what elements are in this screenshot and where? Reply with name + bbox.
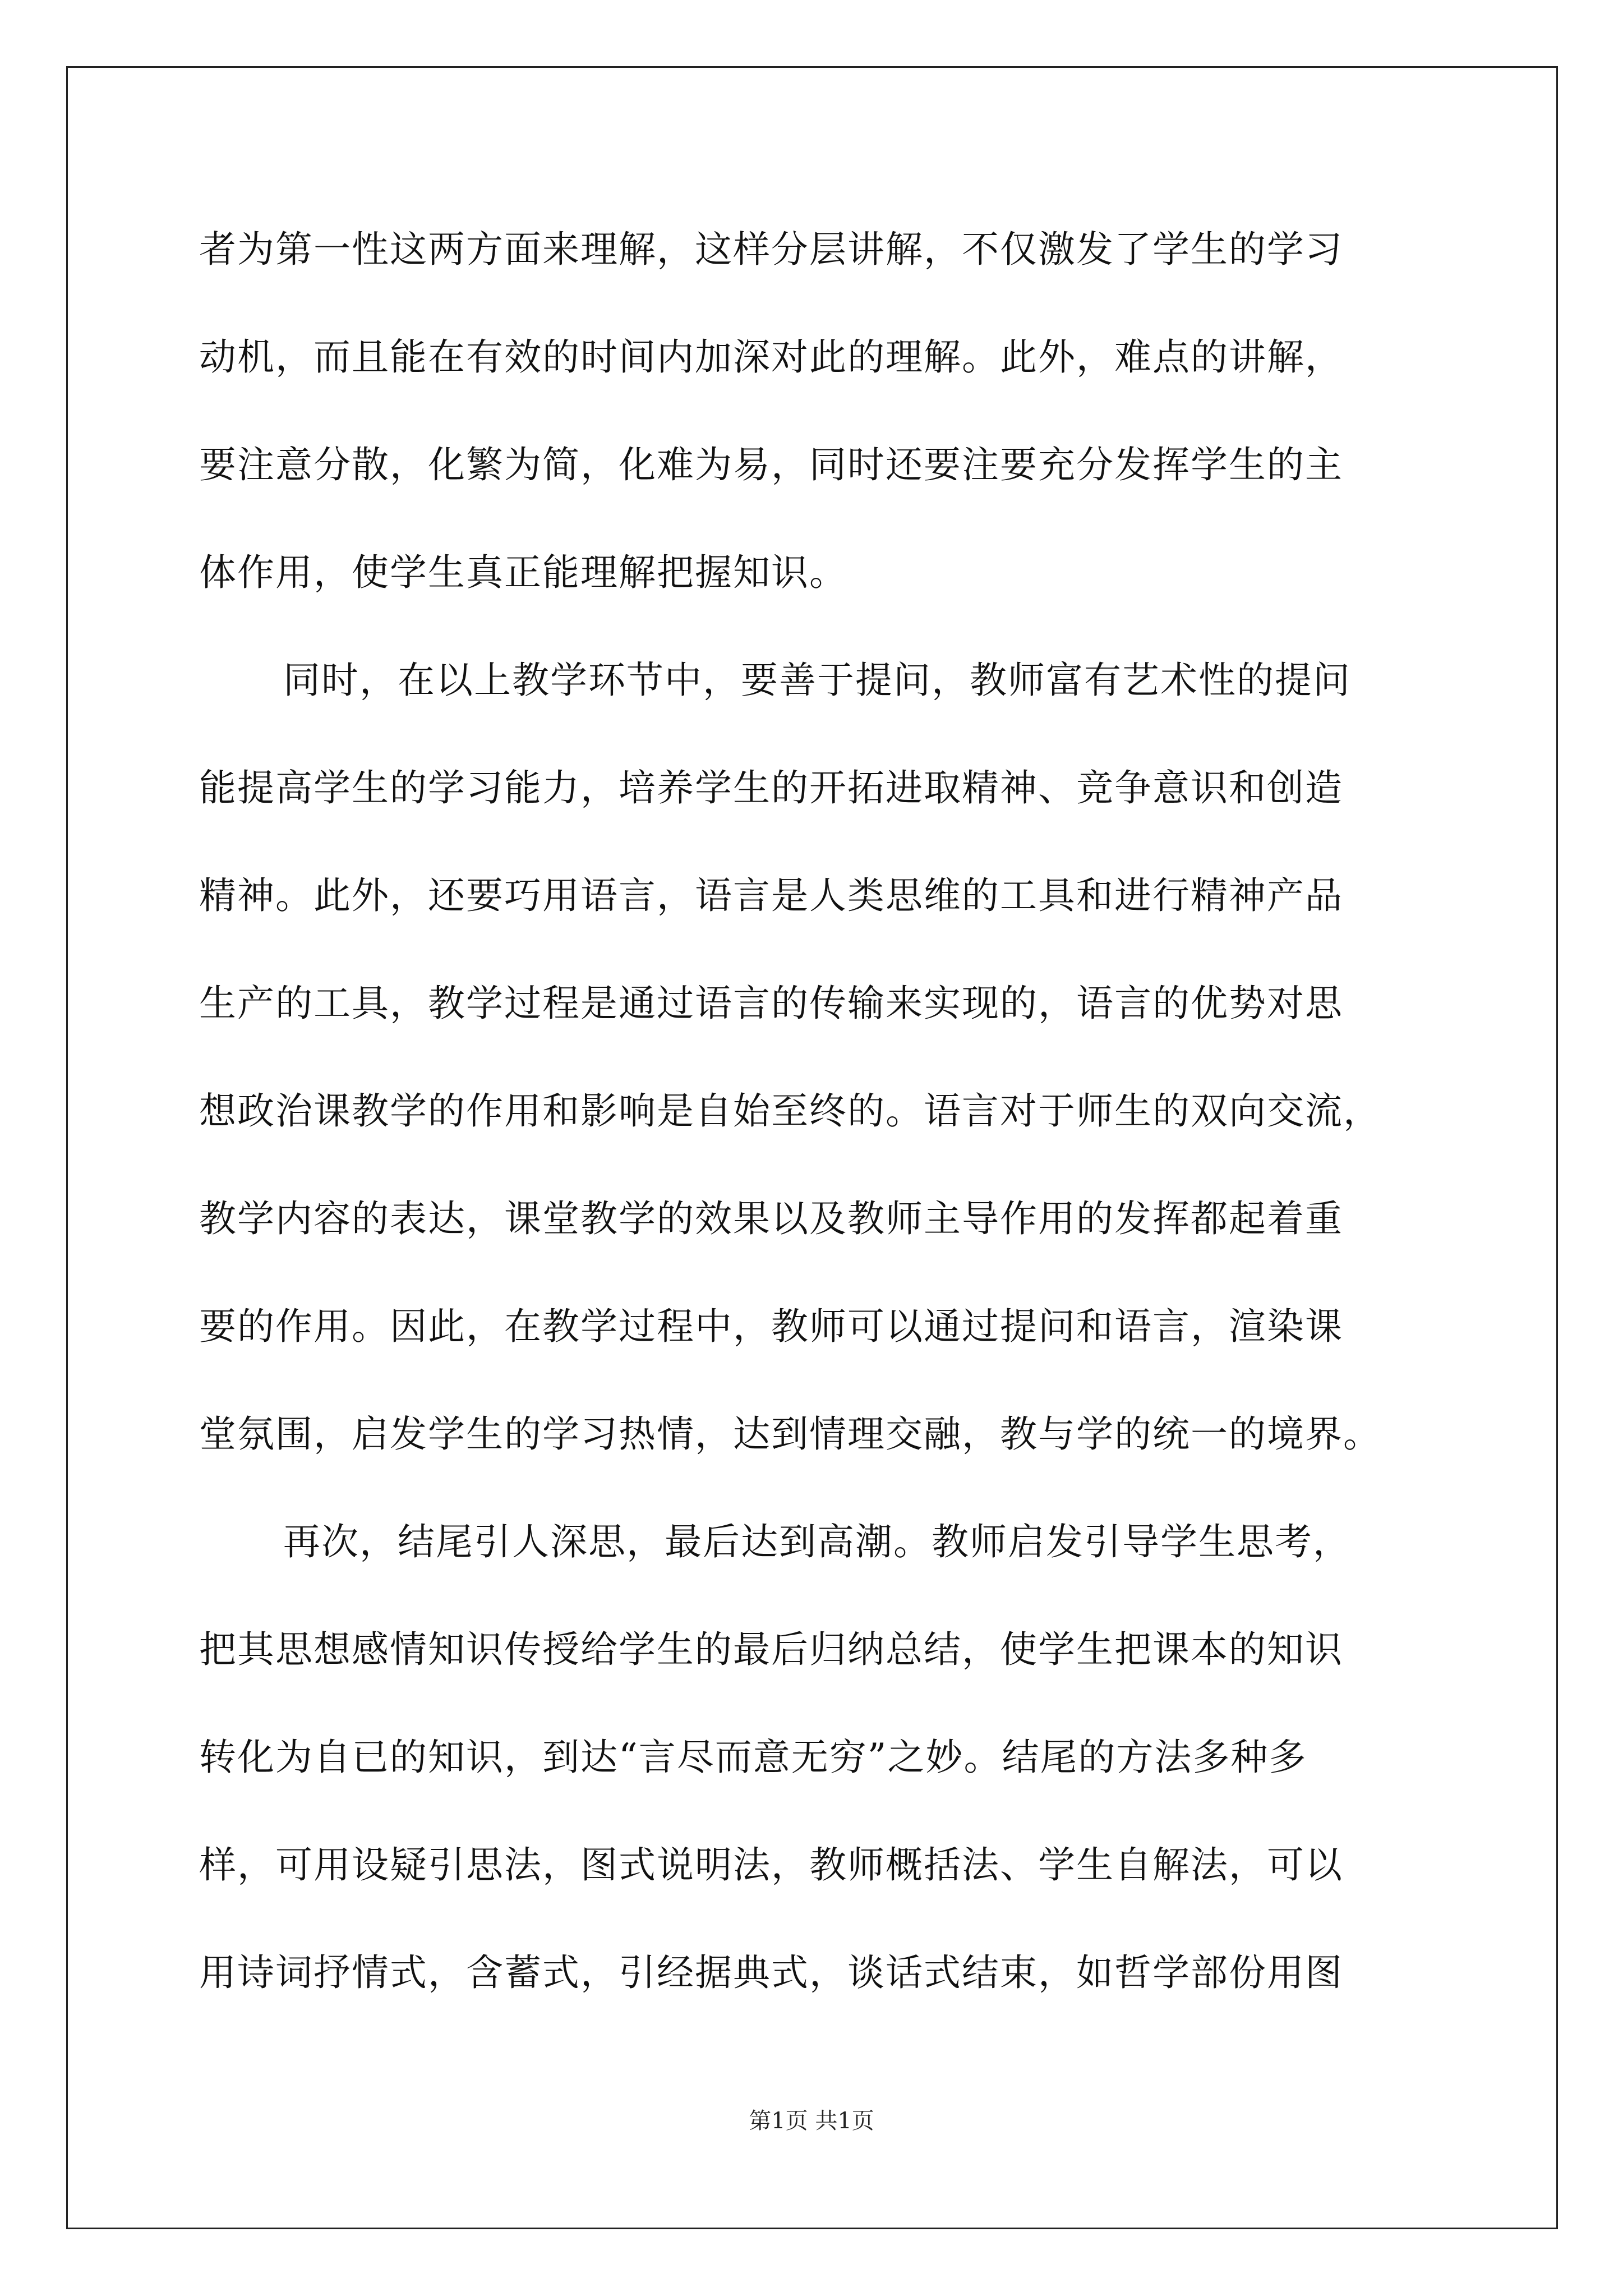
text-line: 同时，在以上教学环节中，要善于提问，教师富有艺术性的提问 bbox=[283, 659, 1351, 702]
text-line: 要注意分散，化繁为简，化难为易，同时还要注要充分发挥学生的主 bbox=[199, 443, 1343, 486]
page-border bbox=[66, 66, 1558, 2229]
text-line: 者为第一性这两方面来理解，这样分层讲解，不仅激发了学生的学习 bbox=[199, 228, 1343, 271]
page-number-footer: 第1页 共1页 bbox=[749, 2108, 874, 2134]
text-line: 把其思想感情知识传授给学生的最后归纳总结，使学生把课本的知识 bbox=[199, 1628, 1343, 1671]
text-line: 样，可用设疑引思法，图式说明法，教师概括法、学生自解法，可以 bbox=[199, 1843, 1343, 1887]
text-line: 想政治课教学的作用和影响是自始至终的。语言对于师生的双向交流， bbox=[199, 1089, 1381, 1133]
text-line: 生产的工具，教学过程是通过语言的传输来实现的，语言的优势对思 bbox=[199, 982, 1343, 1025]
text-line: 教学内容的表达，课堂教学的效果以及教师主导作用的发挥都起着重 bbox=[199, 1197, 1343, 1240]
text-line: 精神。此外，还要巧用语言，语言是人类思维的工具和进行精神产品 bbox=[199, 874, 1343, 917]
text-line: 再次，结尾引人深思，最后达到高潮。教师启发引导学生思考， bbox=[283, 1520, 1351, 1563]
text-line: 用诗词抒情式，含蓄式，引经据典式，谈话式结束，如哲学部份用图 bbox=[199, 1951, 1343, 1994]
text-line: 体作用，使学生真正能理解把握知识。 bbox=[199, 551, 847, 594]
text-line: 堂氛围，启发学生的学习热情，达到情理交融，教与学的统一的境界。 bbox=[199, 1412, 1381, 1456]
text-line: 动机，而且能在有效的时间内加深对此的理解。此外，难点的讲解， bbox=[199, 335, 1343, 379]
text-line: 能提高学生的学习能力，培养学生的开拓进取精神、竞争意识和创造 bbox=[199, 766, 1343, 809]
text-line: 转化为自已的知识，到达“言尽而意无穷”之妙。结尾的方法多种多 bbox=[199, 1736, 1307, 1779]
text-line: 要的作用。因此，在教学过程中，教师可以通过提问和语言，渲染课 bbox=[199, 1305, 1343, 1348]
